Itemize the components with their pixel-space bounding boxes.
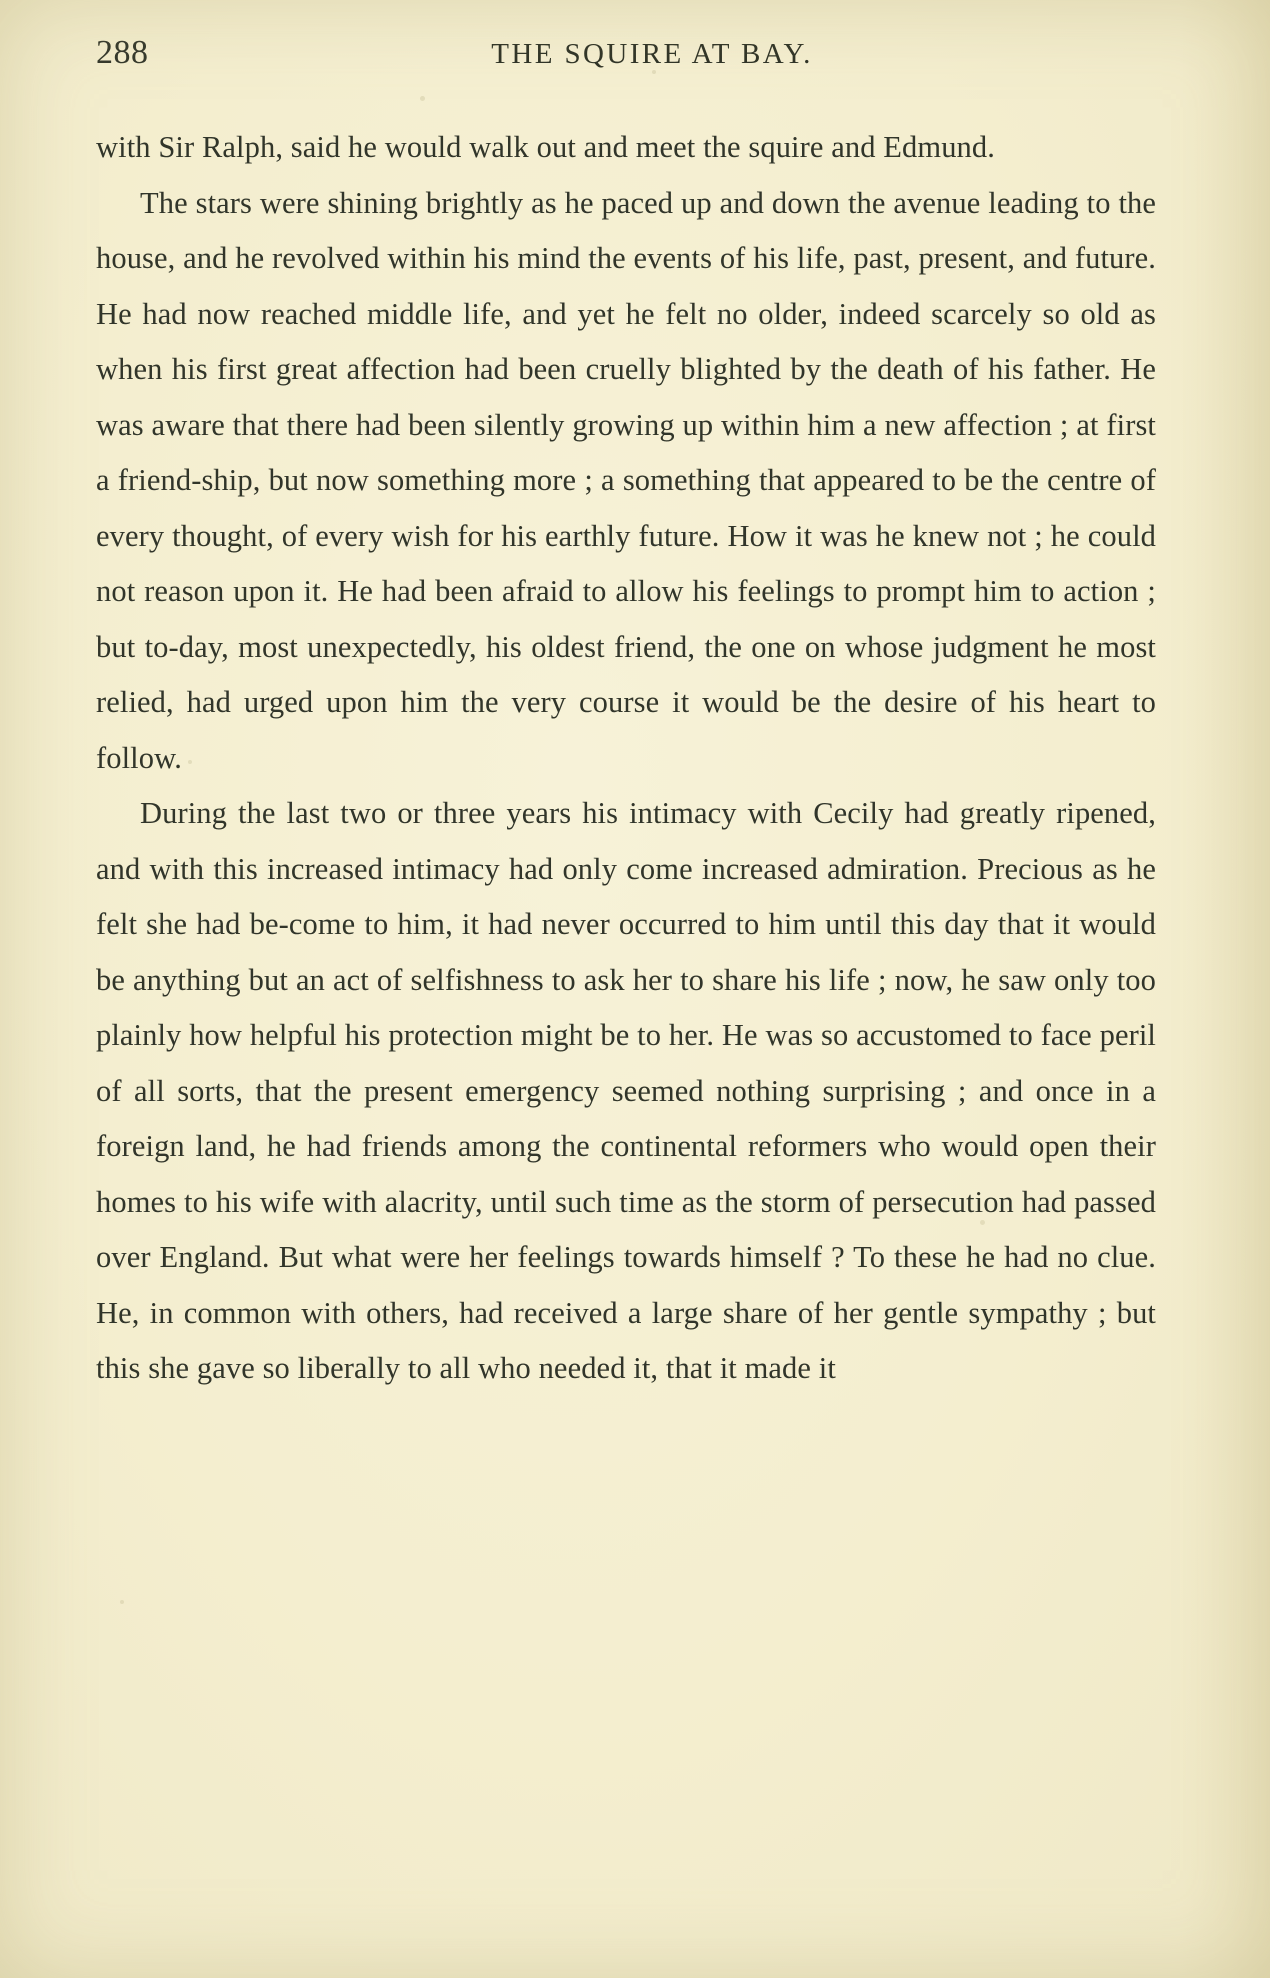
page-number: 288 xyxy=(96,34,149,71)
paragraph: The stars were shining brightly as he paced up and down the avenue leading to the house, and he revolved within his mind the events of his life, past, present, and future. He had now reached middle life, and yet he felt no older, indeed scarcely so old as when his first great affection had been cruelly blighted by the death of his father. He was aware that there had been silently growing up within him a new affection ; at first a friend-ship, but now something more ; a something that appeared to be the centre of every thought, of every wish for his earthly future. How it was he knew not ; he could not reason upon it. He had been afraid to allow his feelings to prompt him to action ; but to-day, most unexpectedly, his oldest friend, the one on whose judgment he most relied, had urged upon him the very course it would be the desire of his heart to follow. xyxy=(96,185,1156,775)
page-edge-shadow xyxy=(1180,0,1270,1978)
page-header xyxy=(96,34,1178,90)
body-text xyxy=(96,120,1156,1397)
running-head: THE SQUIRE AT BAY. xyxy=(491,38,813,70)
paper-speck xyxy=(120,1600,124,1604)
page-content xyxy=(96,34,1178,1397)
paragraph: During the last two or three years his intimacy with Cecily had greatly ripened, and with this increased intimacy had only come increased admiration. Precious as he felt she had be-come to him, it had never occurred to him until this day that it would be anything but an act of selfishness to ask her to share his life ; now, he saw only too plainly how helpful his protection might be to her. He was so accustomed to face peril of all sorts, that the present emergency seemed nothing surprising ; and once in a foreign land, he had friends among the continental reformers who would open their homes to his wife with alacrity, until such time as the storm of persecution had passed over England. But what were her feelings towards himself ? To these he had no clue. He, in common with others, had received a large share of her gentle sympathy ; but this she gave so liberally to all who needed it, that it made it xyxy=(96,796,1156,1385)
paragraph: with Sir Ralph, said he would walk out and meet the squire and Edmund. xyxy=(96,130,995,164)
